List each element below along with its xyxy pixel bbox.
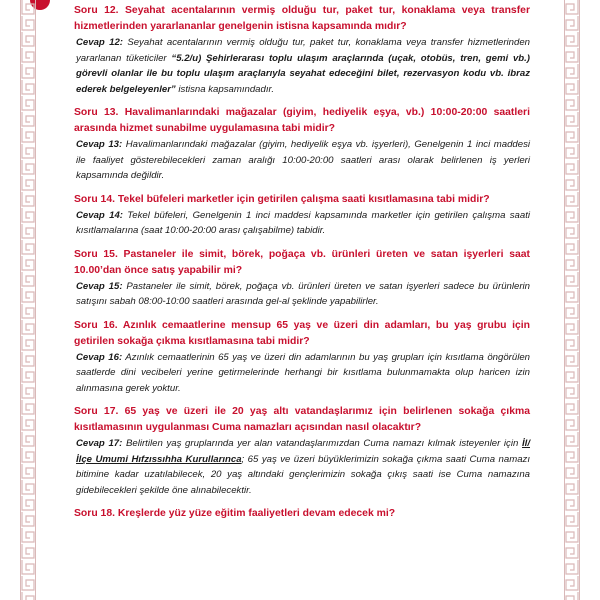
answer [74,137,530,184]
answer [74,279,530,310]
answer-label: Cevap 17: [76,438,123,449]
answer-label: Cevap 16: [76,351,123,363]
question: Soru 15. Pastaneler ile simit, börek, poğaça vb. ürünleri üreten ve satan işyerleri saat 10.00’dan önce satış yapabilir mi? [74,248,530,276]
answer [74,350,530,397]
answer [74,35,530,97]
answer-text: Havalimanlarındaki mağazalar (giyim, hediyelik eşya vb. işyerleri), Genelgenin 1 inci maddesi ile faaliyet gösterebilecekleri zaman aralığı 10:00-20:00 saatleri arası olarak belirlenen iş yerleri kapsamında değildir. [76,139,530,181]
answer-text: Seyahat acentalarının vermiş olduğu tur, paket tur, konaklama veya transfer hizmetlerinden yararlanan tüketiciler [76,37,531,64]
faq-item-15 [74,247,530,310]
answer-quoted-rule: “5.2/u) Şehirlerarası toplu ulaşım araçlarında (uçak, otobüs, tren, gemi vb.) görevli olanlar ile bu toplu ulaşım araçlarıyla seyahat edeceğini bilet, rezervasyon kodu vb. ibraz ederek belgeleyenler” [76,52,530,95]
faq-item-12 [74,3,530,97]
answer [74,436,530,498]
answer-text: Azınlık cemaatlerinin 65 yaş ve üzeri din adamlarının bu yaş grupları için kısıtlama öngörülen saatlerde dini vecibeleri yerine getirmelerinde herhangi bir kısıtlama bulunmamakta olup haricen izin alınmasına gerek yoktur. [76,351,531,394]
answer-label: Cevap 12: [76,37,123,48]
answer-tail: istisna kapsamındadır. [175,83,275,95]
faq-item-13 [74,105,530,184]
question: Soru 16. Azınlık cemaatlerine mensup 65 yaş ve üzeri din adamları, bu yaş grubu için getirilen sokağa çıkma kısıtlamasına tabi midir? [74,319,530,347]
faq-item-14 [74,192,530,239]
question: Soru 14. Tekel büfeleri marketler için getirilen çalışma saati kısıtlamasına tabi midir? [74,193,490,205]
answer-tail: ; 65 yaş ve üzeri büyüklerimizin sokağa çıkma saati Cuma namazı bitimine kadar uzatılabilecek, 20 yaş altındaki gençlerimizin sokağa çıkış saati ise Cuma namazına gidebilecekleri şekilde öne alınabilecektir. [76,453,531,496]
question: Soru 13. Havalimanlarındaki mağazalar (giyim, hediyelik eşya, vb.) 10:00-20:00 saatleri arasında hizmet sunabilme uygulamasına tabi midir? [74,107,530,134]
answer [74,208,530,239]
answer-label: Cevap 15: [76,280,123,292]
question: Soru 17. 65 yaş ve üzeri ile 20 yaş altı vatandaşlarımız için belirlenen sokağa çıkma kısıtlamasının uygulanması Cuma namazları açısından nasıl olacaktır? [74,406,530,433]
answer-underlined-authority: İl/İlçe Umumi Hıfzıssıhha Kurullarınca [76,438,530,465]
question: Soru 12. Seyahat acentalarının vermiş olduğu tur, paket tur, konaklama veya transfer hizmetlerinden yararlananlar genelgenin istisna kapsamında mıdır? [74,5,530,32]
faq-item-16 [74,318,530,397]
left-ornamental-border [20,0,36,600]
faq-document [74,3,530,530]
question: Soru 18. Kreşlerde yüz yüze eğitim faaliyetleri devam edecek mi? [74,508,396,519]
right-ornamental-border [564,0,580,600]
answer-label: Cevap 14: [76,209,123,221]
answer-text: Belirtilen yaş gruplarında yer alan vatandaşlarımızdan Cuma namazı kılmak isteyenler için [122,438,522,449]
faq-item-17 [74,404,530,498]
answer-label: Cevap 13: [76,139,123,150]
answer-text: Tekel büfeleri, Genelgenin 1 inci maddesi kapsamında marketler için getirilen çalışma saati kısıtlamalarına (saat 10:00-20:00 arası çalışabilme) tabidir. [76,209,530,236]
faq-item-18 [74,506,530,522]
answer-text: Pastaneler ile simit, börek, poğaça vb. ürünleri üreten ve satan işyerleri sadece bu ürünlerin satışını sabah 08:00-10:00 saatleri arasında gel-al şeklinde yapabilirler. [76,280,530,307]
